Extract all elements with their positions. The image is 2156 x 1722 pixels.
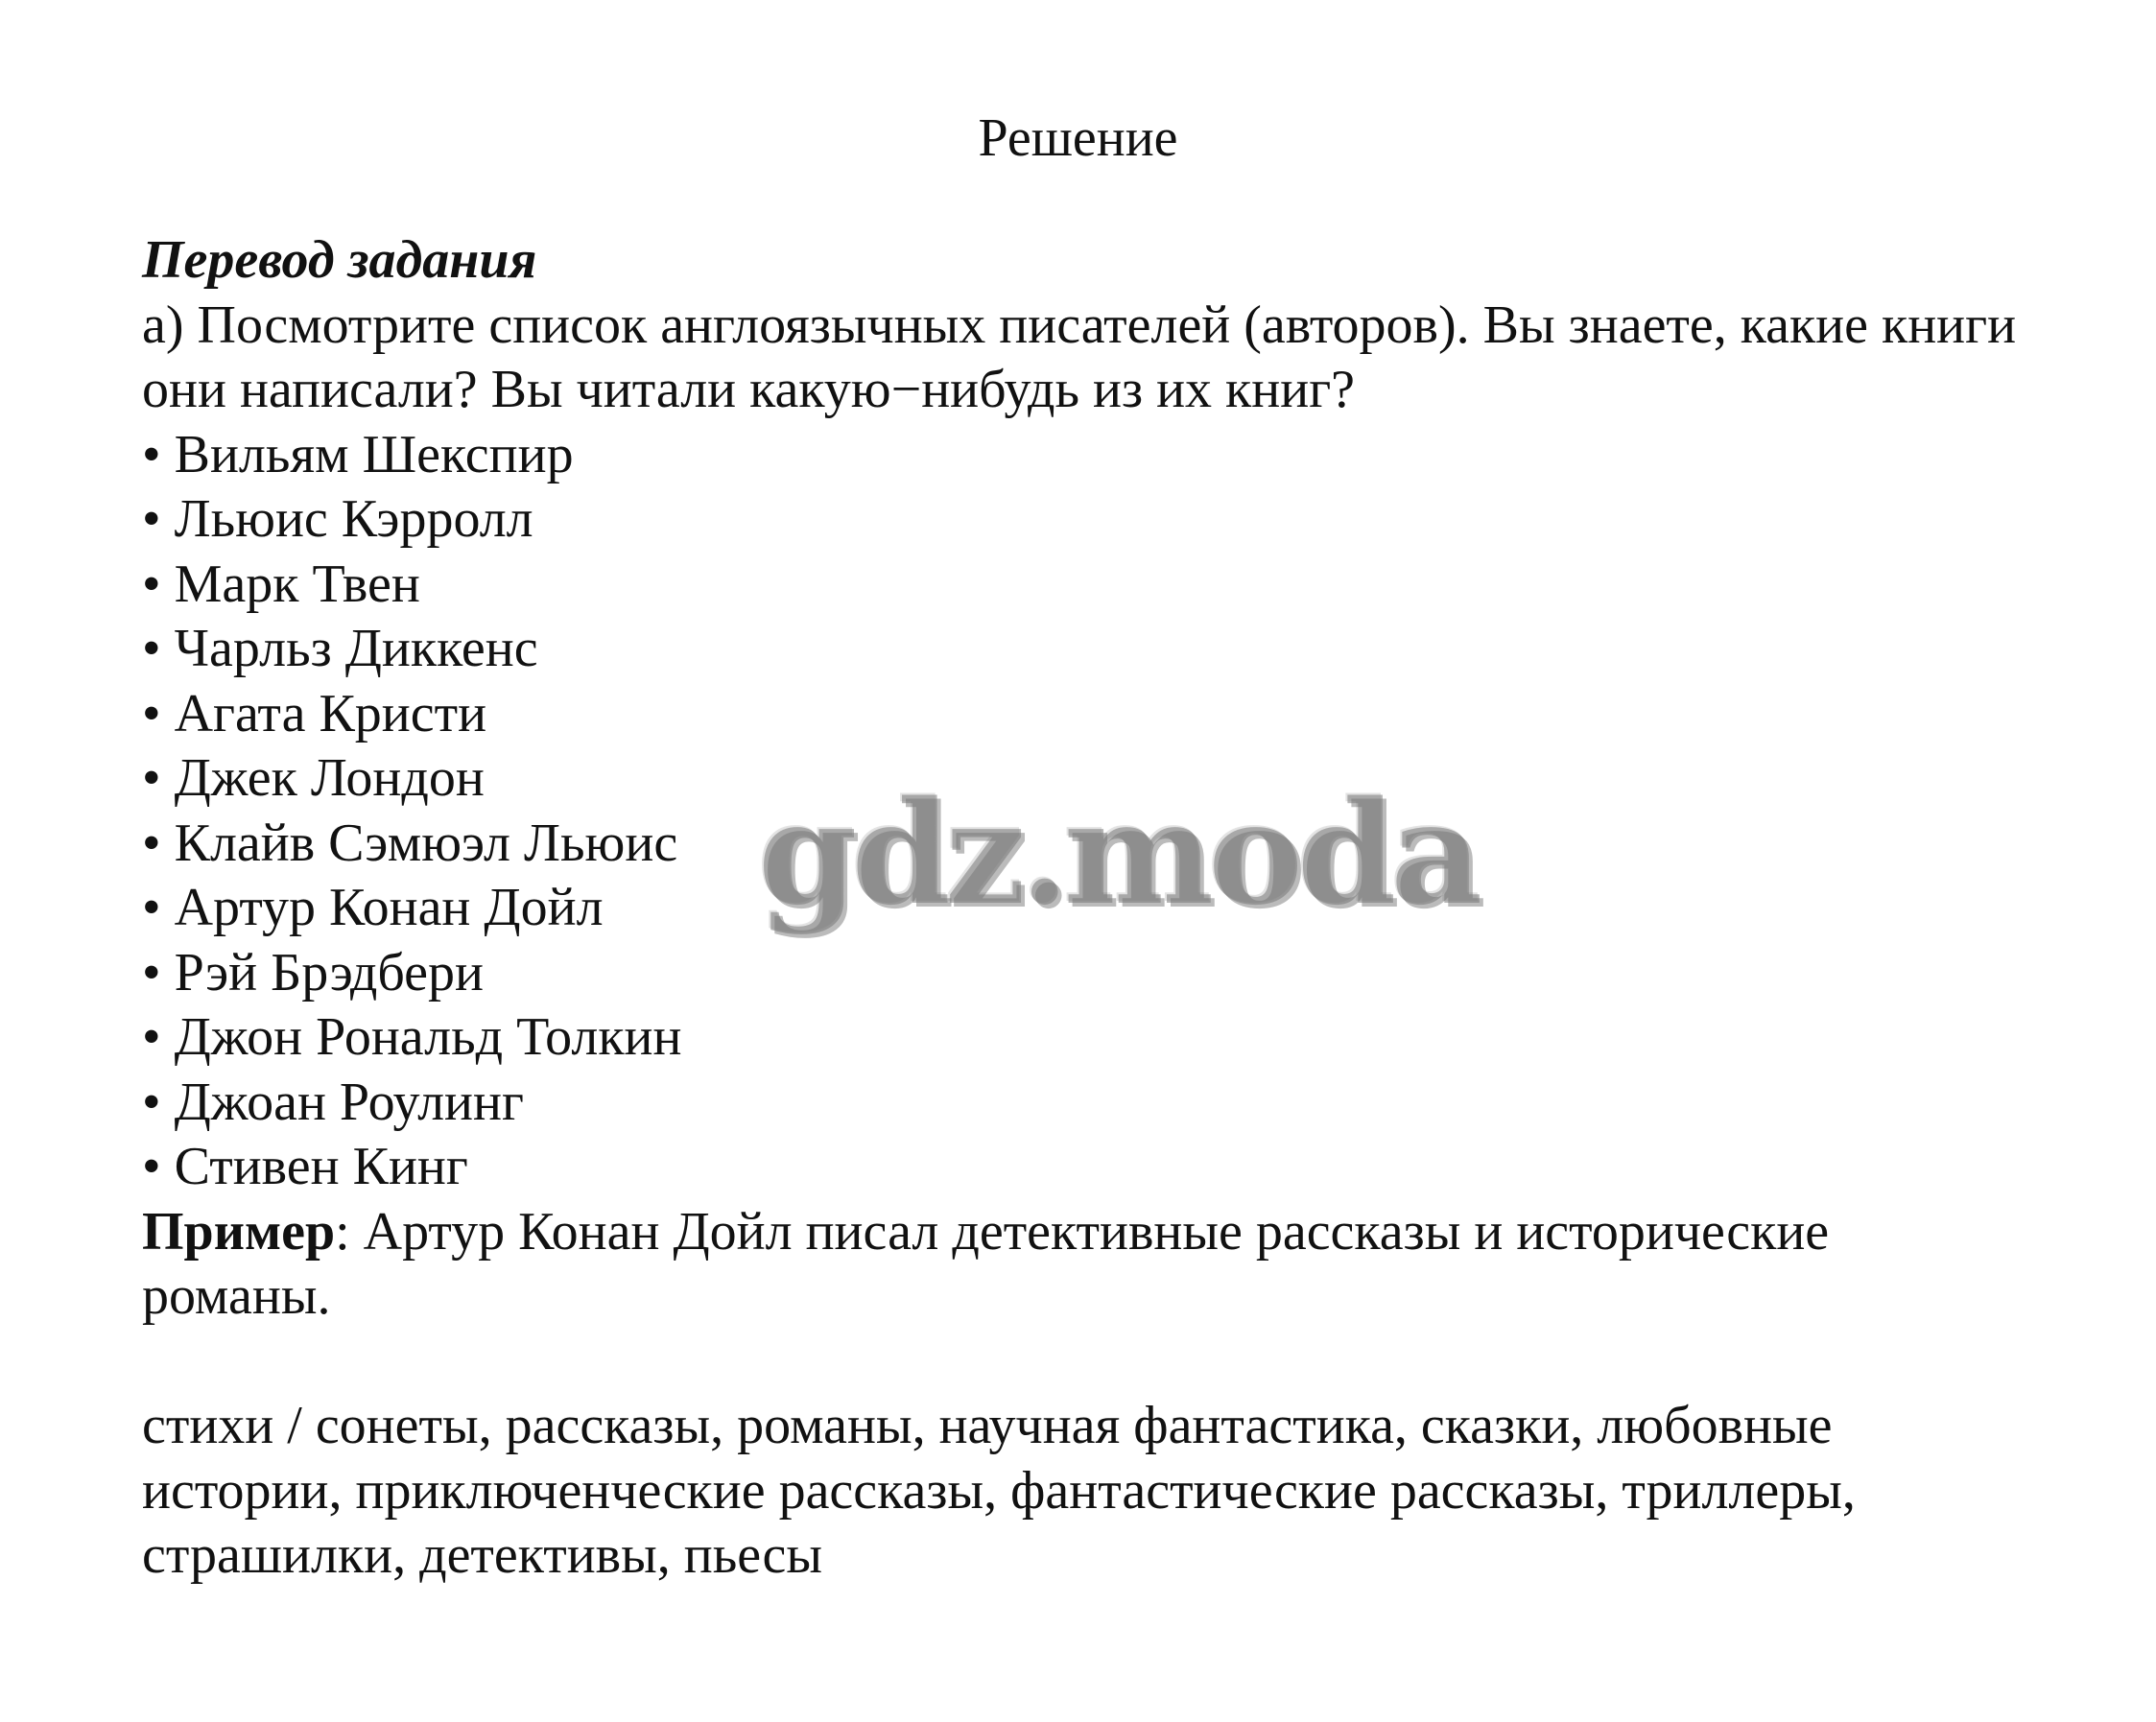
- bullet: •: [142, 489, 161, 549]
- bullet: •: [142, 1072, 161, 1132]
- bullet: •: [142, 554, 161, 614]
- author-name: Льюис Кэрролл: [174, 489, 533, 549]
- author-name: Джоан Роулинг: [174, 1072, 524, 1132]
- paragraph-spacer: [142, 1330, 2023, 1395]
- list-item: [142, 682, 2023, 747]
- list-item: [142, 487, 2023, 553]
- list-item: [142, 876, 2023, 941]
- author-name: Вильям Шекспир: [174, 424, 574, 484]
- document-content: [142, 228, 2023, 1589]
- author-name: Агата Кристи: [174, 683, 487, 743]
- bullet: •: [142, 424, 161, 484]
- genres-paragraph: стихи / сонеты, рассказы, романы, научная фантастика, сказки, любовные истории, приключенческие рассказы, фантастические рассказы, триллеры, страшилки, детективы, пьесы: [142, 1396, 1856, 1585]
- author-list: [142, 423, 2023, 1200]
- author-name: Джек Лондон: [174, 748, 485, 808]
- list-item: [142, 746, 2023, 812]
- list-item: [142, 1135, 2023, 1200]
- example-paragraph: [142, 1200, 2023, 1330]
- list-item: [142, 553, 2023, 618]
- task-intro: а) Посмотрите список англоязычных писателей (авторов). Вы знаете, какие книги они написали? Вы читали какую−нибудь из их книг?: [142, 295, 2017, 419]
- author-name: Рэй Брэдбери: [174, 942, 484, 1003]
- watermark-logo: gdz.moda: [758, 769, 1478, 936]
- bullet: •: [142, 748, 161, 808]
- section-heading: Перевод задания: [142, 230, 537, 290]
- bullet: •: [142, 1137, 161, 1196]
- bullet: •: [142, 942, 161, 1003]
- list-item: [142, 423, 2023, 488]
- bullet: •: [142, 878, 161, 937]
- author-name: Джон Рональд Толкин: [174, 1007, 682, 1067]
- page-title: Решение: [978, 108, 1178, 168]
- author-name: Артур Конан Дойл: [174, 878, 604, 937]
- author-name: Марк Твен: [174, 554, 420, 614]
- list-item: [142, 941, 2023, 1006]
- bullet: •: [142, 683, 161, 743]
- example-label: Пример: [142, 1201, 336, 1262]
- author-name: Стивен Кинг: [174, 1137, 468, 1196]
- list-item: [142, 812, 2023, 877]
- bullet: •: [142, 619, 161, 678]
- example-text: : Артур Конан Дойл писал детективные рассказы и исторические романы.: [142, 1201, 1830, 1326]
- bullet: •: [142, 813, 161, 873]
- bullet: •: [142, 1007, 161, 1067]
- list-item: [142, 1071, 2023, 1136]
- author-name: Клайв Сэмюэл Льюис: [174, 813, 678, 873]
- author-name: Чарльз Диккенс: [174, 619, 538, 678]
- list-item: [142, 617, 2023, 682]
- list-item: [142, 1005, 2023, 1071]
